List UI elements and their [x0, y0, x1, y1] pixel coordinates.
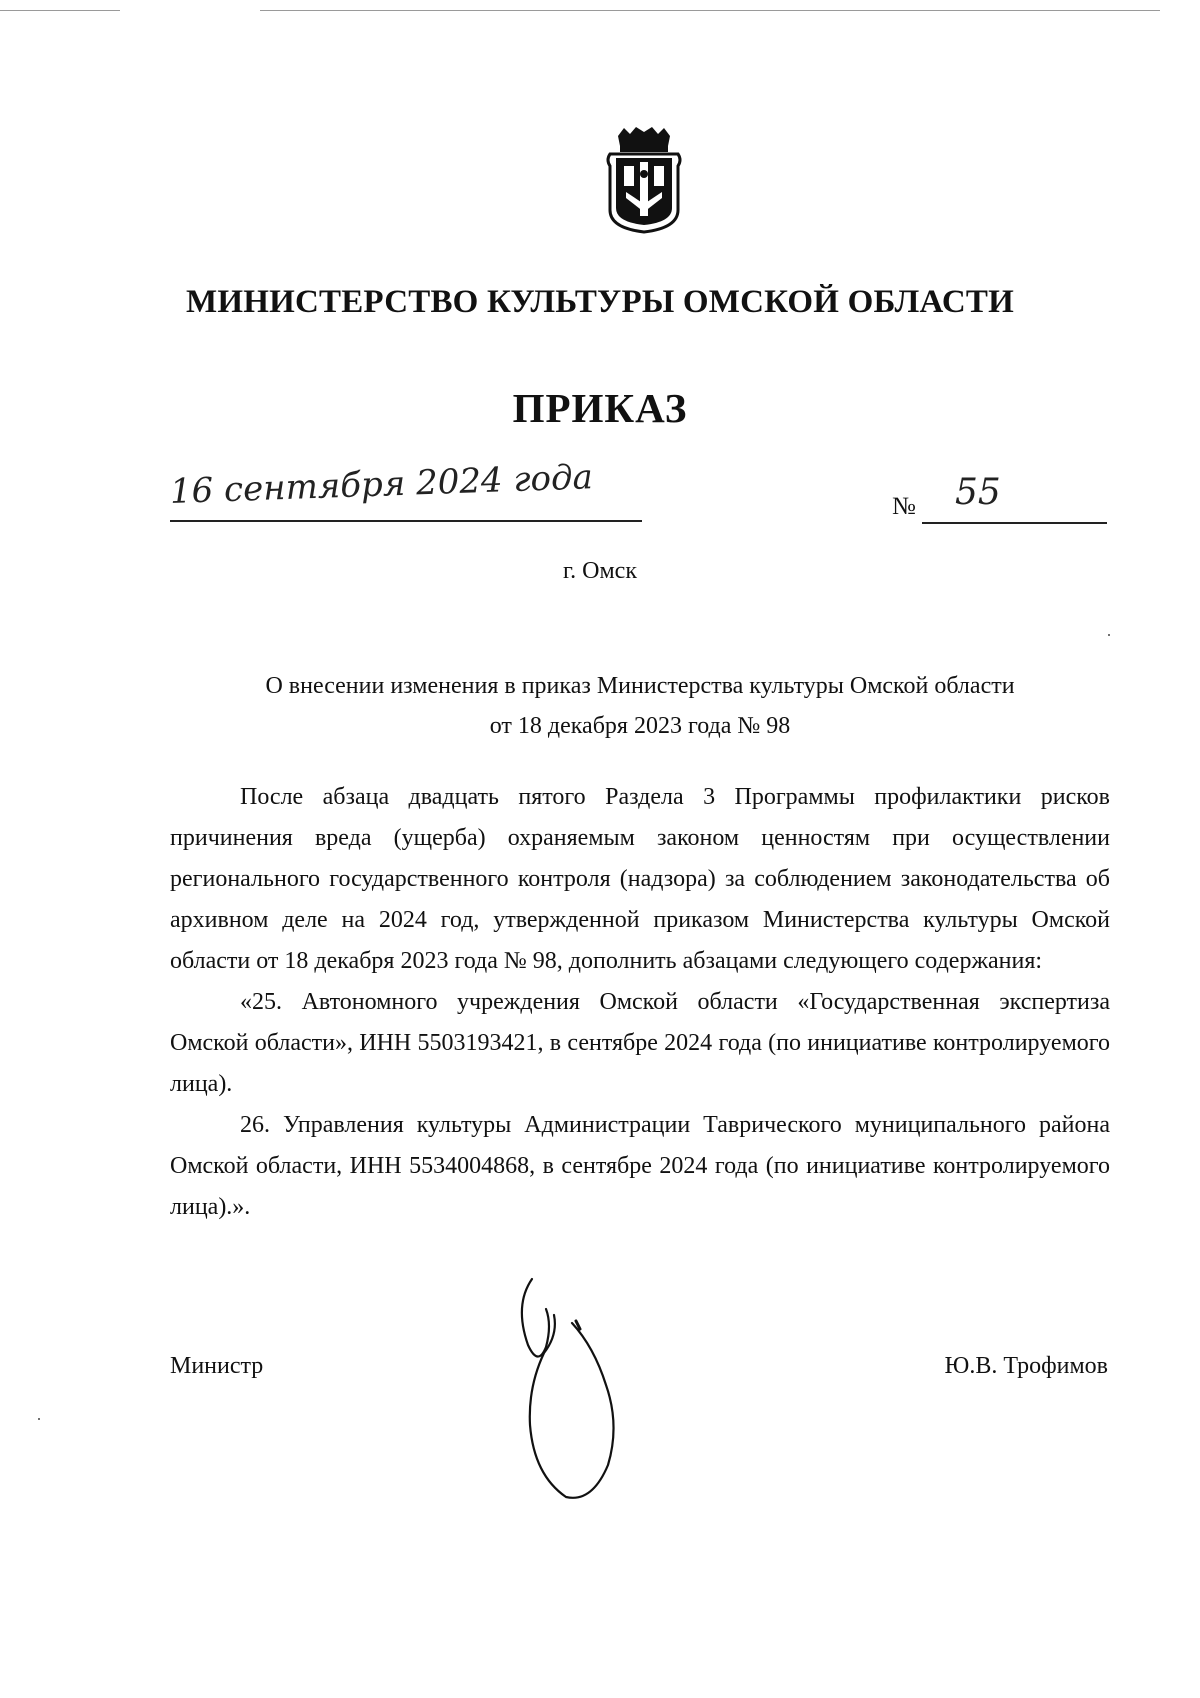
signatory-role: Министр — [170, 1353, 264, 1379]
document-type-title: ПРИКАЗ — [512, 385, 688, 431]
number-underline — [922, 522, 1107, 524]
handwritten-date: 16 сентября 2024 года — [169, 457, 594, 512]
scan-speck — [1108, 634, 1110, 636]
scan-edge-line — [260, 10, 1160, 11]
handwritten-signature-icon — [510, 1275, 660, 1505]
number-sign: № — [892, 493, 916, 520]
body-paragraph: «25. Автономного учреждения Омской области «Государственная экспертиза Омской области», ИНН 5503193421, в сентябре 2024 года (по инициативе контролируемого лица). — [170, 989, 1110, 1097]
date-underline — [170, 520, 642, 522]
signatory-name: Ю.В. Трофимов — [944, 1353, 1108, 1379]
scan-speck — [38, 1418, 40, 1420]
handwritten-order-number: 55 — [955, 472, 1001, 513]
omsk-region-coat-of-arms-icon — [604, 126, 684, 234]
order-subject — [170, 666, 1110, 746]
order-body — [170, 777, 1110, 1228]
body-paragraph: После абзаца двадцать пятого Раздела 3 Программы профилактики рисков причинения вреда (ущерба) охраняемым законом ценностям при осуществлении регионального государственного контроля (надзора) за соблюдением законодательства об архивном деле на 2024 год, утвержденной приказом Министерства культуры Омской области от 18 декабря 2023 года № 98, дополнить абзацами следующего содержания: — [170, 784, 1110, 974]
ministry-title: МИНИСТЕРСТВО КУЛЬТУРЫ ОМСКОЙ ОБЛАСТИ — [186, 284, 1014, 320]
subject-line: от 18 декабря 2023 года № 98 — [489, 713, 791, 739]
city-label: г. Омск — [563, 558, 637, 584]
scan-edge-line — [0, 10, 120, 11]
subject-line: О внесении изменения в приказ Министерства культуры Омской области — [265, 673, 1015, 699]
body-paragraph: 26. Управления культуры Администрации Таврического муниципального района Омской области, ИНН 5534004868, в сентябре 2024 года (по инициативе контролируемого лица).». — [170, 1112, 1110, 1220]
